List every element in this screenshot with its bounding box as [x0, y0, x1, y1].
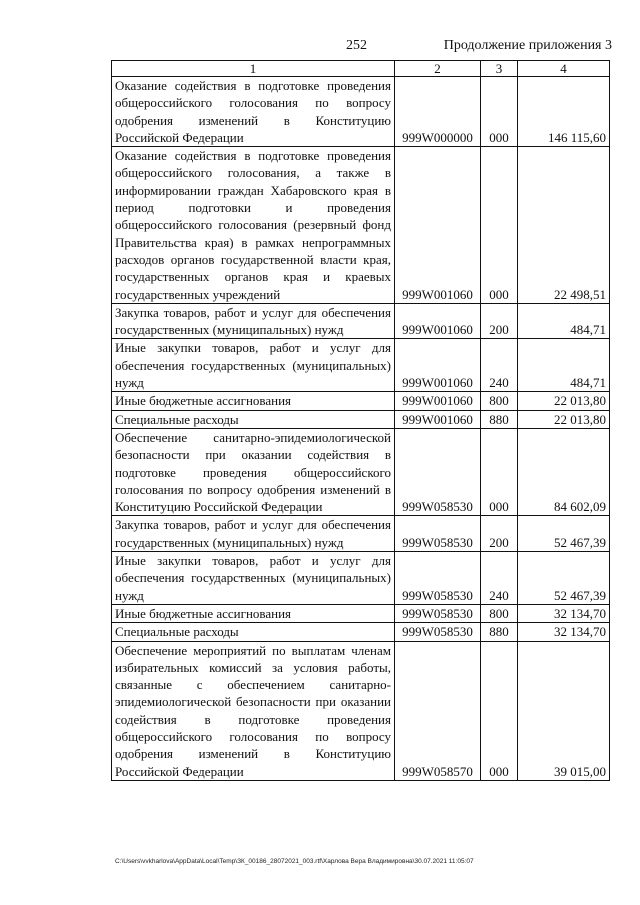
row-amount: 84 602,09	[518, 428, 610, 515]
row-name: Оказание содействия в подготовке проведения общероссийского голосования по вопросу одобрения изменений в Конституцию Российской Федерации	[112, 77, 395, 147]
row-code: 999W058530	[395, 552, 481, 605]
table-row	[112, 77, 610, 147]
row-amount: 22 013,80	[518, 392, 610, 410]
row-code: 999W001060	[395, 339, 481, 392]
row-expense-type: 240	[481, 552, 518, 605]
row-expense-type: 880	[481, 623, 518, 641]
continuation-label: Продолжение приложения 3	[443, 38, 612, 53]
table-row	[112, 147, 610, 304]
table-row	[112, 516, 610, 552]
table-header-row	[112, 61, 610, 77]
row-code: 999W058530	[395, 623, 481, 641]
row-expense-type: 200	[481, 303, 518, 339]
column-header-3: 3	[481, 61, 518, 77]
row-code: 999W001060	[395, 410, 481, 428]
row-code: 999W001060	[395, 303, 481, 339]
row-expense-type: 880	[481, 410, 518, 428]
row-name: Закупка товаров, работ и услуг для обеспечения государственных (муниципальных) нужд	[112, 516, 395, 552]
row-amount: 32 134,70	[518, 604, 610, 622]
row-expense-type: 000	[481, 641, 518, 780]
table-row	[112, 604, 610, 622]
row-expense-type: 200	[481, 516, 518, 552]
row-name: Иные закупки товаров, работ и услуг для обеспечения государственных (муниципальных) нужд	[112, 339, 395, 392]
table-row	[112, 428, 610, 515]
row-name: Обеспечение санитарно-эпидемиологической безопасности при оказании содействия в подготовке проведения общероссийского голосования по вопросу одобрения изменений в Конституцию Российской Федерации	[112, 428, 395, 515]
row-amount: 39 015,00	[518, 641, 610, 780]
table-row	[112, 623, 610, 641]
row-amount: 32 134,70	[518, 623, 610, 641]
row-code: 999W058530	[395, 604, 481, 622]
row-expense-type: 800	[481, 604, 518, 622]
table-body	[112, 77, 610, 781]
row-amount: 22 013,80	[518, 410, 610, 428]
table-row	[112, 641, 610, 780]
row-amount: 52 467,39	[518, 552, 610, 605]
table-row	[112, 339, 610, 392]
column-header-2: 2	[395, 61, 481, 77]
row-name: Иные закупки товаров, работ и услуг для обеспечения государственных (муниципальных) нужд	[112, 552, 395, 605]
budget-table	[111, 60, 610, 781]
row-amount: 484,71	[518, 339, 610, 392]
row-name: Иные бюджетные ассигнования	[112, 392, 395, 410]
row-expense-type: 000	[481, 147, 518, 304]
row-name: Оказание содействия в подготовке проведения общероссийского голосования, а также в информировании граждан Хабаровского края в период подготовки и проведения общероссийского голосования (резервный фонд Правительства края) в рамках непрограммных расходов органов государственной власти края, государственных органов края и краевых государственных учреждений	[112, 147, 395, 304]
table-row	[112, 410, 610, 428]
row-code: 999W058530	[395, 428, 481, 515]
column-header-4: 4	[518, 61, 610, 77]
row-expense-type: 000	[481, 428, 518, 515]
row-amount: 22 498,51	[518, 147, 610, 304]
page-number: 252	[346, 38, 367, 53]
row-amount: 146 115,60	[518, 77, 610, 147]
row-amount: 484,71	[518, 303, 610, 339]
row-code: 999W058530	[395, 516, 481, 552]
file-path-footer: C:\Users\vvkharlova\AppData\Local\Temp\ЗК_00186_28072021_003.rtf\Харлова Вера Владимировна\30.07.2021 11:05:07	[115, 858, 474, 865]
table-row	[112, 552, 610, 605]
row-code: 999W058570	[395, 641, 481, 780]
row-name: Обеспечение мероприятий по выплатам членам избирательных комиссий за условия работы, связанные с обеспечением санитарно-эпидемиологической безопасности при оказании содействия в подготовке проведения общероссийского голосования по вопросу одобрения изменений в Конституцию Российской Федерации	[112, 641, 395, 780]
row-code: 999W001060	[395, 147, 481, 304]
row-name: Иные бюджетные ассигнования	[112, 604, 395, 622]
row-name: Специальные расходы	[112, 623, 395, 641]
row-expense-type: 000	[481, 77, 518, 147]
row-amount: 52 467,39	[518, 516, 610, 552]
row-name: Закупка товаров, работ и услуг для обеспечения государственных (муниципальных) нужд	[112, 303, 395, 339]
column-header-1: 1	[112, 61, 395, 77]
table-row	[112, 303, 610, 339]
row-code: 999W001060	[395, 392, 481, 410]
row-expense-type: 240	[481, 339, 518, 392]
row-code: 999W000000	[395, 77, 481, 147]
row-expense-type: 800	[481, 392, 518, 410]
row-name: Специальные расходы	[112, 410, 395, 428]
table-row	[112, 392, 610, 410]
